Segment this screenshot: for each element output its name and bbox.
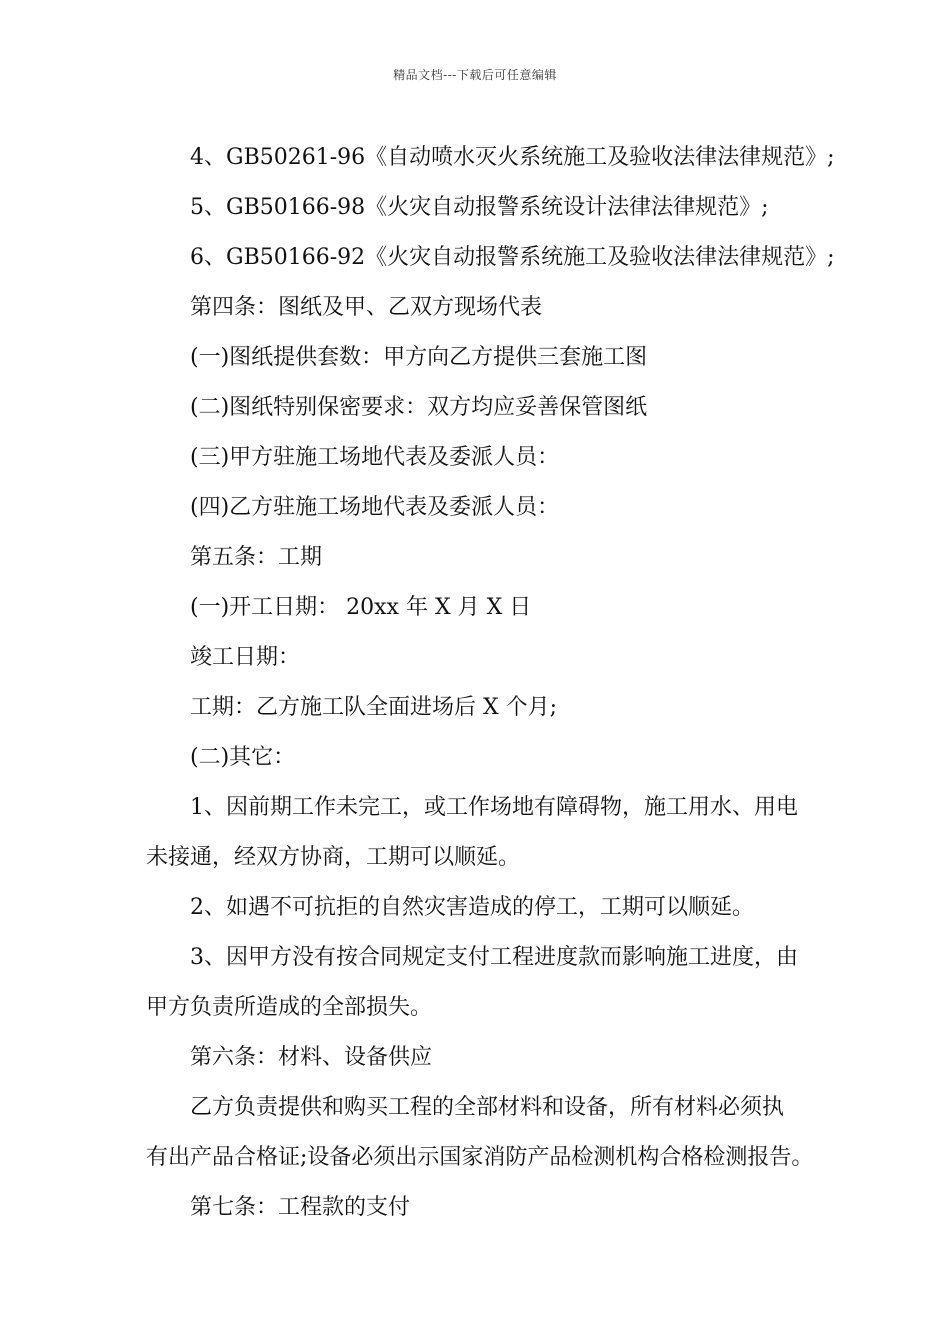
paragraph: 5、GB50166-98《火灾自动报警系统设计法律法律规范》;: [190, 195, 769, 220]
paragraph: (三)甲方驻施工场地代表及委派人员：: [190, 445, 560, 470]
document-body: [146, 133, 835, 1233]
paragraph-continuation: 有出产品合格证;设备必须出示国家消防产品检测机构合格检测报告。: [146, 1145, 814, 1170]
paragraph-continuation: 甲方负责所造成的全部损失。: [146, 995, 433, 1020]
section-heading: 第四条：图纸及甲、乙双方现场代表: [190, 295, 543, 320]
paragraph: (二)图纸特别保密要求：双方均应妥善保管图纸: [190, 395, 648, 420]
paragraph: 2、如遇不可抗拒的自然灾害造成的停工，工期可以顺延。: [190, 895, 754, 920]
paragraph: (四)乙方驻施工场地代表及委派人员：: [190, 495, 560, 520]
paragraph: 4、GB50261-96《自动喷水灭火系统施工及验收法律法律规范》;: [190, 145, 835, 170]
section-heading: 第五条：工期: [190, 545, 323, 570]
paragraph: 乙方负责提供和购买工程的全部材料和设备，所有材料必须执: [190, 1095, 785, 1120]
paragraph: 工期：乙方施工队全面进场后 X 个月;: [190, 695, 558, 720]
paragraph: (一)开工日期： 20xx 年 X 月 X 日: [190, 595, 532, 620]
page-header: 精品文档---下载后可任意编辑: [393, 68, 557, 82]
section-heading: 第六条：材料、设备供应: [190, 1045, 433, 1070]
section-heading: 第七条：工程款的支付: [190, 1195, 411, 1220]
paragraph: 1、因前期工作未完工，或工作场地有障碍物，施工用水、用电: [190, 795, 798, 820]
paragraph: 竣工日期：: [190, 645, 301, 670]
paragraph-continuation: 未接通，经双方协商，工期可以顺延。: [146, 845, 521, 870]
paragraph: 3、因甲方没有按合同规定支付工程进度款而影响施工进度，由: [190, 945, 798, 970]
paragraph: (一)图纸提供套数：甲方向乙方提供三套施工图: [190, 345, 648, 370]
paragraph: (二)其它：: [190, 745, 296, 770]
paragraph: 6、GB50166-92《火灾自动报警系统施工及验收法律法律规范》;: [190, 245, 835, 270]
